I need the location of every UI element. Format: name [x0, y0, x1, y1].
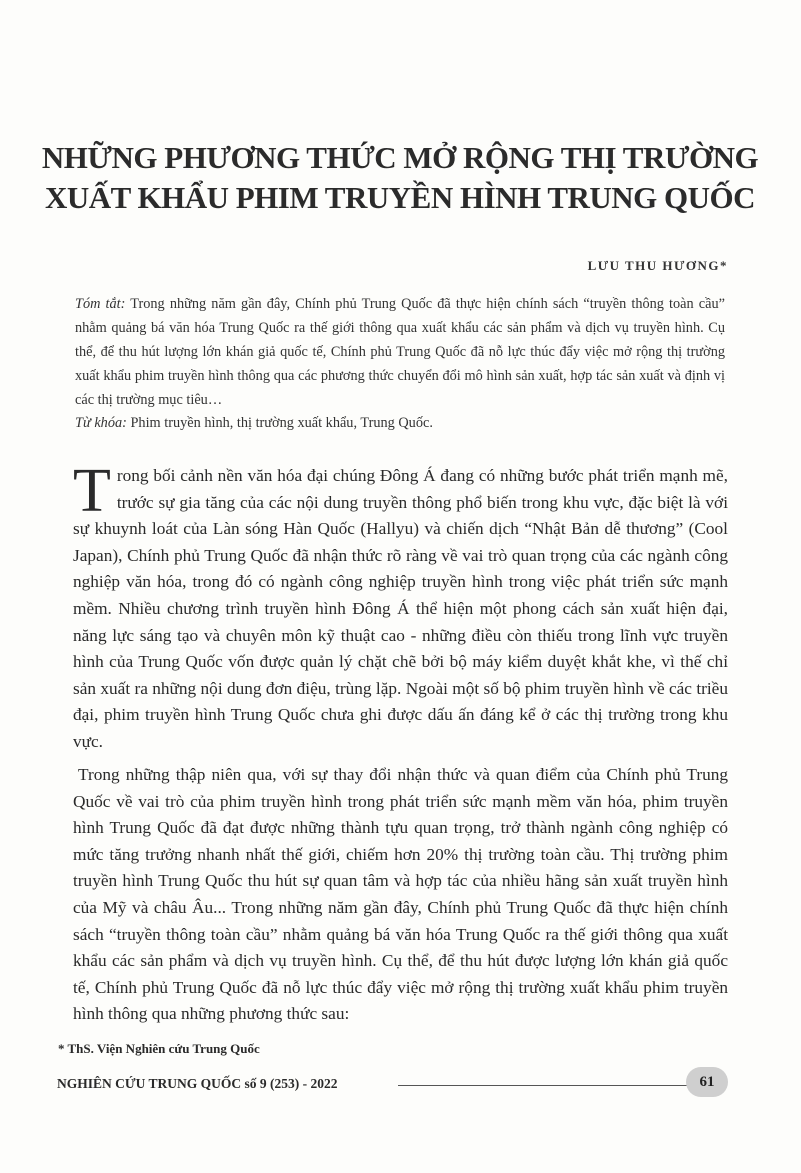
title-line-1: NHỮNG PHƯƠNG THỨC MỞ RỘNG THỊ TRƯỜNG	[41, 140, 759, 175]
body-paragraph-2	[73, 762, 728, 1028]
author-name: LƯU THU HƯƠNG*	[587, 258, 728, 273]
journal-footer: NGHIÊN CỨU TRUNG QUỐC số 9 (253) - 2022	[57, 1076, 338, 1091]
page-number: 61	[686, 1067, 728, 1097]
keywords-text: Phim truyền hình, thị trường xuất khẩu, Trung Quốc.	[126, 415, 433, 431]
title-line-2: XUẤT KHẨU PHIM TRUYỀN HÌNH TRUNG QUỐC	[44, 180, 756, 215]
footnote: * ThS. Viện Nghiên cứu Trung Quốc	[58, 1041, 260, 1056]
abstract-text: Trong những năm gần đây, Chính phủ Trung Quốc đã thực hiện chính sách “truyền thông toàn cầu” nhằm quảng bá văn hóa Trung Quốc ra thế giới thông qua xuất khẩu các sản phẩm và dịch vụ truyền hình. Cụ thể, để thu hút lượng lớn khán giả quốc tế, Chính phủ Trung Quốc đã nỗ lực thúc đẩy việc mở rộng thị trường xuất khẩu phim truyền hình thông qua các phương thức chuyển đổi mô hình sản xuất, hợp tác sản xuất và định vị các thị trường mục tiêu…	[75, 296, 725, 408]
footer-rule	[398, 1085, 688, 1086]
body-paragraph-1	[73, 457, 728, 756]
article-title	[40, 138, 760, 218]
paragraph-1-text: rong bối cảnh nền văn hóa đại chúng Đông Á đang có những bước phát triển mạnh mẽ, trước sự gia tăng của các nội dung truyền thông phổ biến trong khu vực, đặc biệt là với sự khuynh loát của Làn sóng Hàn Quốc (Hallyu) và chiến dịch “Nhật Bản dễ thương” (Cool Japan), Chính phủ Trung Quốc đã nhận thức rõ ràng về vai trò quan trọng của các ngành công nghiệp văn hóa, trong đó có ngành công nghiệp truyền hình trong việc phát triển sức mạnh mềm. Nhiều chương trình truyền hình Đông Á thể hiện một phong cách sản xuất hiện đại, năng lực sáng tạo và chuyên môn kỹ thuật cao - những điều còn thiếu trong lĩnh vực truyền hình của Trung Quốc vốn được quản lý chặt chẽ bởi bộ máy kiểm duyệt khắt khe, vì thế chỉ sản xuất ra những nội dung đơn điệu, trùng lặp. Ngoài một số bộ phim truyền hình về các triều đại, phim truyền hình Trung Quốc chưa ghi được dấu ấn đáng kể ở các thị trường trong khu vực.	[73, 466, 728, 751]
abstract-label: Tóm tắt:	[75, 296, 126, 312]
keywords	[75, 411, 725, 435]
keywords-label: Từ khóa:	[75, 415, 127, 431]
abstract	[75, 292, 725, 412]
paragraph-2-text: Trong những thập niên qua, với sự thay đổi nhận thức và quan điểm của Chính phủ Trung Quốc về vai trò của phim truyền hình trong phát triển sức mạnh mềm văn hóa, phim truyền hình Trung Quốc đã đạt được những thành tựu quan trọng, trở thành ngành công nghiệp có mức tăng trưởng nhanh nhất thế giới, chiếm hơn 20% thị trường toàn cầu. Thị trường phim truyền hình Trung Quốc thu hút sự quan tâm và hợp tác của nhiều hãng sản xuất truyền hình của Mỹ và châu Âu... Trong những năm gần đây, Chính phủ Trung Quốc đã thực hiện chính sách “truyền thông toàn cầu” nhằm quảng bá văn hóa Trung Quốc ra thế giới thông qua xuất khẩu các sản phẩm và dịch vụ truyền hình. Cụ thể, để thu hút được lượng lớn khán giả quốc tế, Chính phủ Trung Quốc đã nỗ lực thúc đẩy việc mở rộng thị trường xuất khẩu phim truyền hình thông qua những phương thức sau:	[73, 765, 728, 1024]
drop-cap: T	[73, 457, 111, 525]
